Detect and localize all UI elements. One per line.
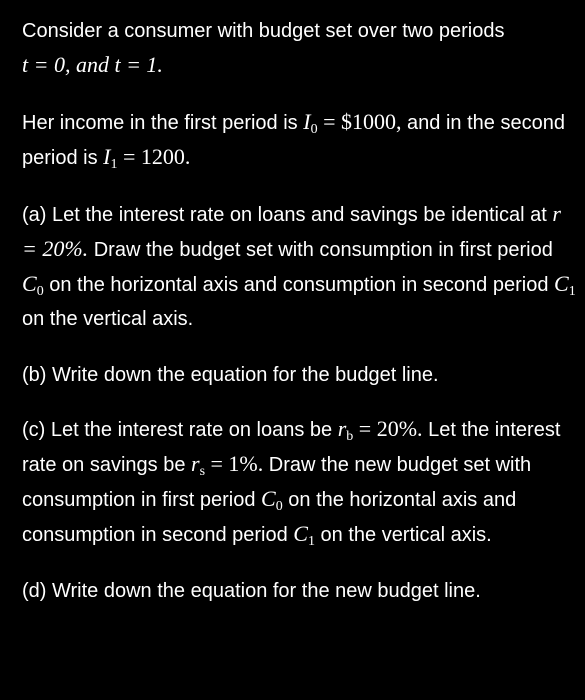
problem-text: [22, 14, 577, 608]
intro-paragraph: [22, 14, 577, 83]
part-c-text-3: Draw the new budget set with consumption in first period: [22, 454, 532, 511]
part-a-text-1: (a) Let the interest rate on loans and savings be identical at: [22, 204, 553, 226]
part-a-rate-math: r = 20%.: [22, 201, 561, 261]
income-0-math: $I_0$ = $1000,: [303, 109, 402, 137]
income-1-math: $I_1 = 1200$.: [103, 144, 191, 172]
income-paragraph: [22, 105, 577, 175]
part-c-c1-math: $C_1$: [293, 521, 315, 549]
part-c-paragraph: [22, 412, 577, 552]
part-a-text-4: on the vertical axis.: [22, 308, 194, 330]
part-b-text: (b) Write down the equation for the budget line.: [22, 364, 439, 386]
part-c-text-4: on the horizontal axis and consumption in second period: [22, 489, 517, 546]
part-c-text-5: on the vertical axis.: [314, 524, 492, 546]
part-d-text: (d) Write down the equation for the new budget line.: [22, 580, 481, 602]
intro-periods-math: t = 0, and t = 1.: [22, 52, 163, 77]
part-a-paragraph: [22, 197, 577, 336]
part-a-c1-math: $C_1$: [554, 271, 576, 299]
income-text-1: Her income in the first period is: [22, 112, 304, 134]
income-text-2: and in the second period is: [22, 112, 565, 169]
part-c-c0-math: $C_0$: [261, 486, 283, 514]
part-d-paragraph: [22, 574, 577, 608]
intro-text: Consider a consumer with budget set over two periods: [22, 20, 505, 42]
part-c-loan-rate-math: $r_b = 20\%$.: [337, 416, 423, 444]
part-a-c0-math: $C_0$: [22, 271, 44, 299]
part-c-text-1: (c) Let the interest rate on loans be: [22, 419, 338, 441]
part-a-text-3: on the horizontal axis and consumption in second period: [43, 274, 555, 296]
part-b-paragraph: [22, 358, 577, 392]
part-a-text-2: Draw the budget set with consumption in first period: [88, 239, 553, 261]
part-c-savings-rate-math: $r_s = 1\%$.: [191, 451, 264, 479]
part-c-text-2: Let the interest rate on savings be: [22, 419, 561, 476]
